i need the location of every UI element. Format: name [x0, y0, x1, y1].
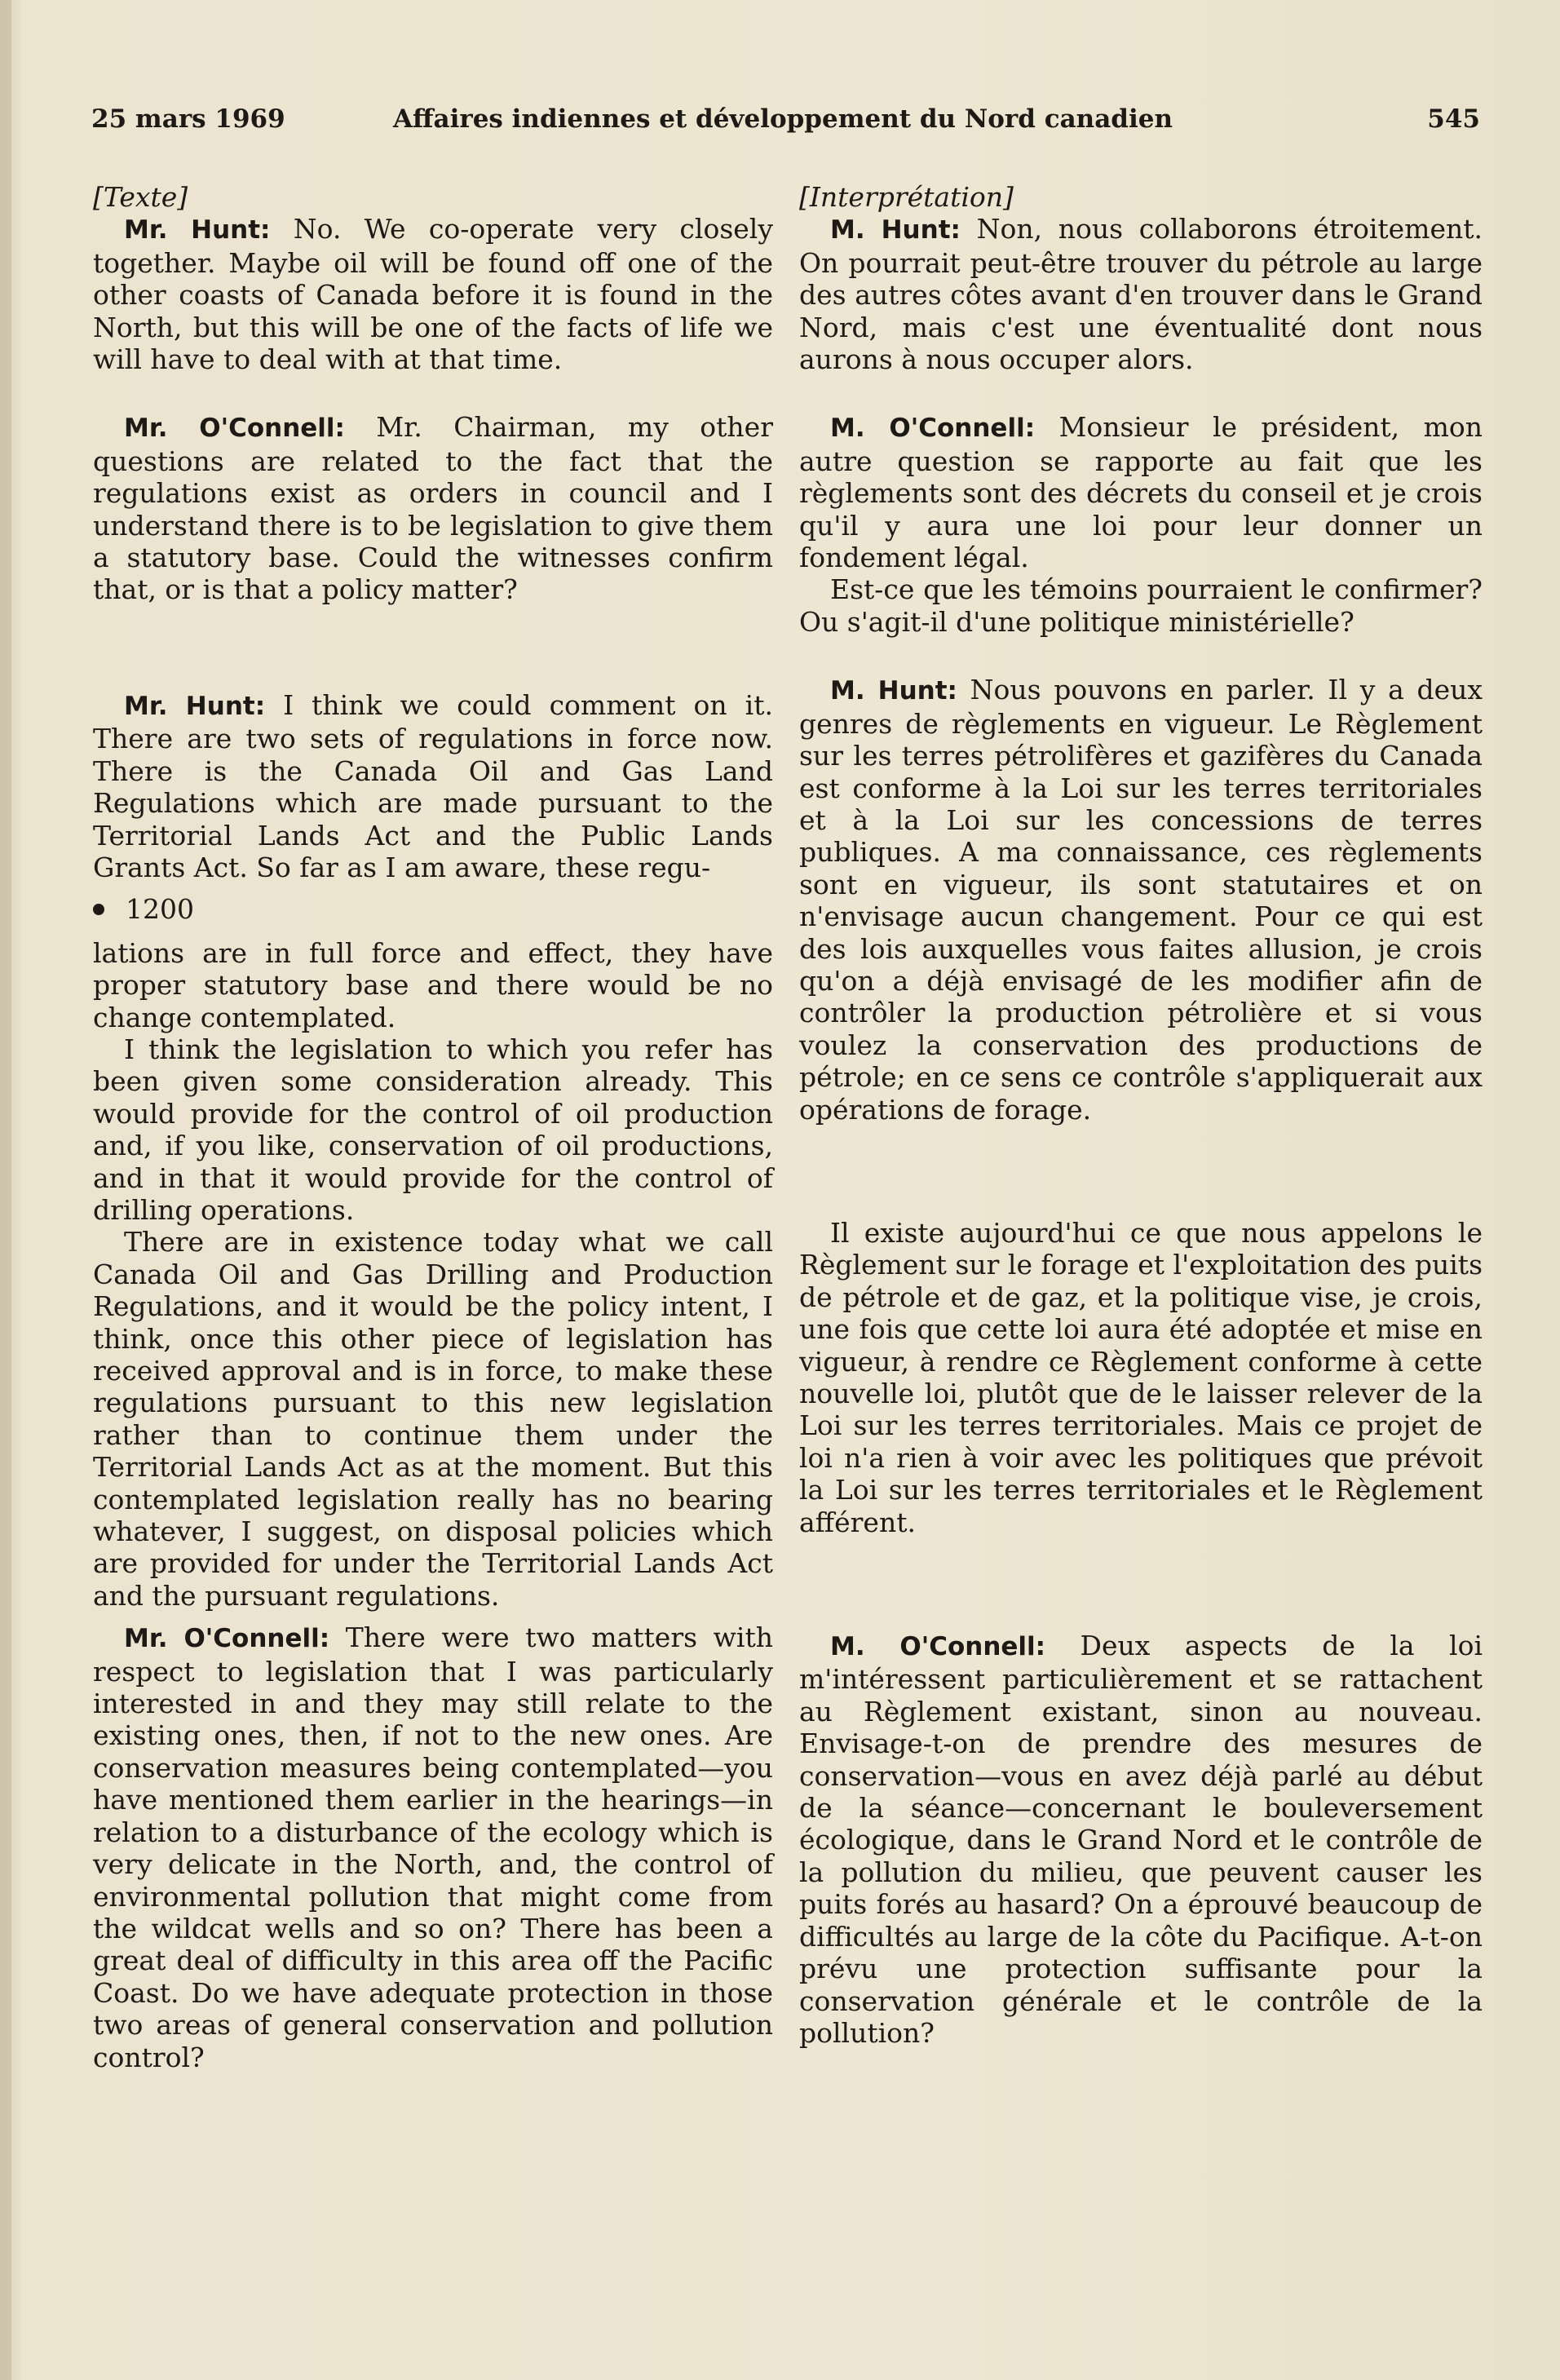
paragraph: Il existe aujourd'hui ce que nous appelons le Règlement sur le forage et l'exploitation des puits de pétrole et de gaz, et la politique vise, je crois, une fois que cette loi aura été adoptée et mise en vigueur, à rendre ce Règlement conforme à cette nouvelle loi, plutôt que de le laisser relever de la Loi sur les terres territoriales. Mais ce projet de loi n'a rien à voir avec les politiques que prévoit la Loi sur les terres territoriales et le Règlement afférent.: [799, 1216, 1483, 1538]
speaker-name: M. Hunt:: [830, 676, 957, 706]
paragraph: [799, 1630, 1483, 2049]
header-title: Affaires indiennes et développement du Nord canadien: [393, 104, 1173, 134]
paragraph: [799, 674, 1483, 1126]
time-marker-text: 1200: [126, 893, 194, 926]
speaker-name: M. Hunt:: [830, 215, 961, 246]
paragraph-text: No. We co-operate very closely together. Maybe oil will be found off one of the other coasts of Canada before it is found in the North, but this will be one of the facts of life we will have to deal with at that time.: [93, 213, 773, 376]
column-label: [Interprétation]: [799, 181, 1014, 213]
paragraph: [93, 213, 773, 375]
column-label: [Texte]: [93, 181, 188, 213]
english-column: [93, 181, 773, 2073]
header-date: 25 mars 1969: [91, 104, 285, 134]
paragraph-text: Nous pouvons en parler. Il y a deux genres de règlements en vigueur. Le Règlement sur les terres pétrolifères et gazifères du Canada est conforme à la Loi sur les terres territoriales et à la Loi sur les concessions de terres publiques. A ma connaissance, ces règlements sont en vigueur, ils sont statutaires et on n'envisage aucun changement. Pour ce qui est des lois auxquelles vous faites allusion, je crois qu'on a déjà envisagé de les modifier afin de contrôler la production pétrolière et si vous voulez la conservation des productions de pétrole; en ce sens ce contrôle s'appliquerait aux opérations de forage.: [799, 674, 1483, 1126]
paragraph-text: Mr. Chairman, my other questions are related to the fact that the regulations exist as orders in council and I understand there is to be legislation to give them a statutory base. Could the witnesses confirm that, or is that a policy matter?: [93, 411, 773, 606]
time-marker: [93, 893, 773, 925]
paragraph: [799, 411, 1483, 573]
speaker-name: M. O'Connell:: [830, 1632, 1046, 1662]
page-gutter: [0, 0, 11, 2380]
running-header: [91, 104, 1480, 144]
speaker-name: M. O'Connell:: [830, 414, 1036, 444]
paragraph: Est-ce que les témoins pourraient le confirmer? Ou s'agit-il d'une politique ministérielle?: [799, 573, 1483, 638]
paragraph-text: Deux aspects de la loi m'intéressent particulièrement et se rattachent au Règlement existant, sinon au nouveau. Envisage-t-on de prendre des mesures de conservation—vous en avez déjà parlé au début de la séance—concernant le bouleversement écologique, dans le Grand Nord et le contrôle de la pollution du milieu, que peuvent causer les puits forés au hasard? On a éprouvé beaucoup de difficultés au large de la côte du Pacifique. A-t-on prévu une protection suffisante pour la conservation générale et le contrôle de la pollution?: [799, 1630, 1483, 2049]
paragraph: I think the legislation to which you refer has been given some consideration already. This would provide for the control of oil production and, if you like, conservation of oil productions, and in that it would provide for the control of drilling operations.: [93, 1033, 773, 1226]
paragraph: There are in existence today what we call Canada Oil and Gas Drilling and Production Regulations, and it would be the policy intent, I think, once this other piece of legislation has received approval and is in force, to make these regulations pursuant to this new legislation rather than to continue them under the Territorial Lands Act as at the moment. But this contemplated legislation really has no bearing whatever, I suggest, on disposal policies which are provided for under the Territorial Lands Act and the pursuant regulations.: [93, 1226, 773, 1612]
paragraph: [799, 213, 1483, 375]
paragraph-text: There were two matters with respect to legislation that I was particularly interested in and they may still relate to the existing ones, then, if not to the new ones. Are conservation measures being contemplated—you have mentioned them earlier in the hearings—in relation to a disturbance of the ecology which is very delicate in the North, and, the control of environmental pollution that might come from the wildcat wells and so on? There has been a great deal of difficulty in this area off the Pacific Coast. Do we have adequate protection in those two areas of general conservation and pollution control?: [93, 1621, 773, 2073]
paragraph-text: I think we could comment on it. There are two sets of regulations in force now. There is the Canada Oil and Gas Land Regulations which are made pursuant to the Territorial Lands Act and the Public Lands Grants Act. So far as I am aware, these regu-: [93, 688, 773, 883]
paragraph: [93, 1621, 773, 2073]
french-column: [799, 181, 1483, 2049]
speaker-name: Mr. Hunt:: [124, 215, 271, 246]
speaker-name: Mr. O'Connell:: [124, 1624, 330, 1654]
bullet-icon: [93, 904, 104, 915]
page-number: 545: [1427, 104, 1480, 134]
paragraph-text: Monsieur le président, mon autre question se rapporte au fait que les règlements sont des décrets du conseil et je crois qu'il y aura une loi pour leur donner un fondement légal.: [799, 411, 1483, 574]
speaker-name: Mr. O'Connell:: [124, 414, 345, 444]
speaker-name: Mr. Hunt:: [124, 691, 266, 721]
paragraph: lations are in full force and effect, they have proper statutory base and there would be no change contemplated.: [93, 936, 773, 1033]
paragraph: [93, 411, 773, 605]
paragraph-text: Non, nous collaborons étroitement. On pourrait peut-être trouver du pétrole au large des autres côtes avant d'en trouver dans le Grand Nord, mais c'est une éventualité dont nous aurons à nous occuper alors.: [799, 213, 1483, 376]
paragraph: [93, 689, 773, 883]
